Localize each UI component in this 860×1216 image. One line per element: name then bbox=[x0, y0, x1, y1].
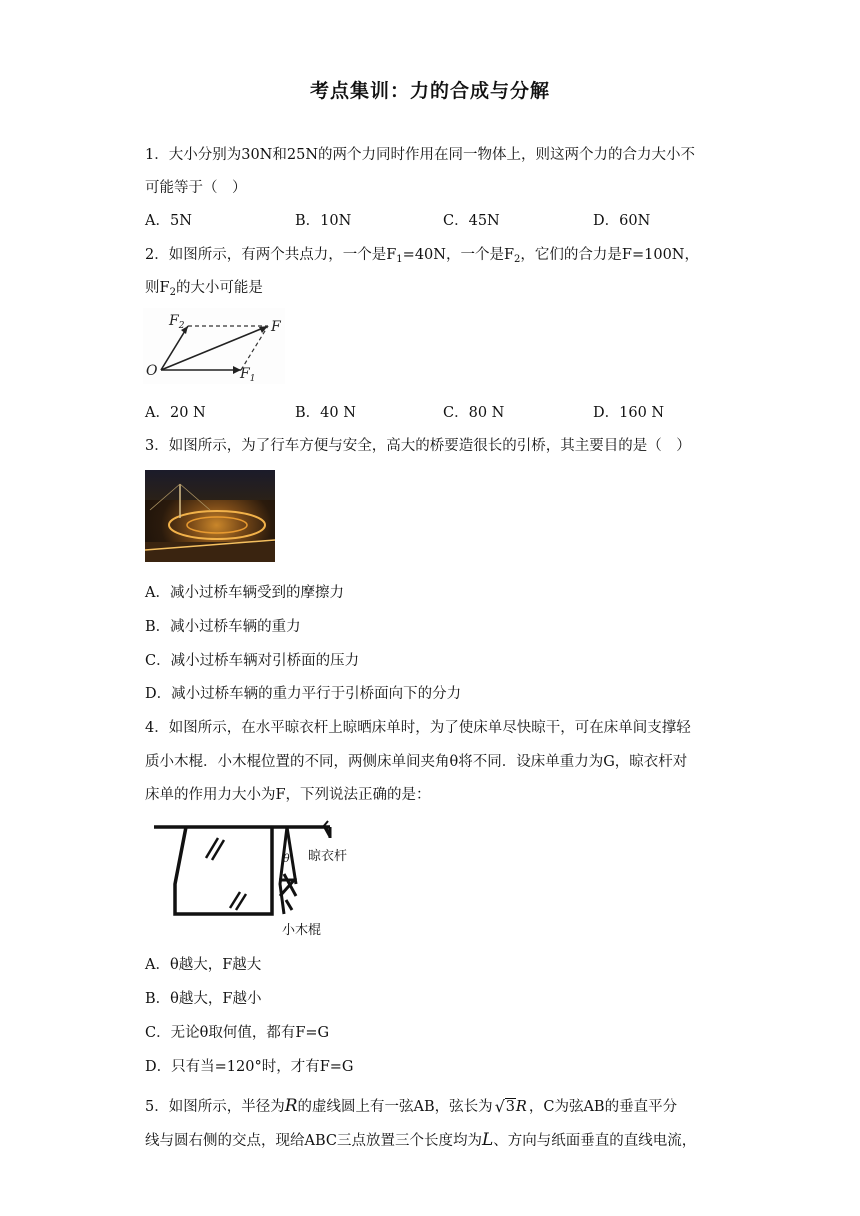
label-f1: $F_1$ bbox=[240, 366, 256, 384]
q4-option-d: D．只有当=120°时，才有F=G bbox=[145, 1059, 354, 1075]
q2-option-c: C．80 N bbox=[443, 405, 505, 421]
q1-option-d: D．60N bbox=[593, 213, 651, 229]
q2-stem-line2: 则$F_2$的大小可能是 bbox=[145, 280, 263, 298]
q4-option-c: C．无论θ取何值，都有F=G bbox=[145, 1025, 330, 1041]
q4-stem-line2: 质小木棍．小木棍位置的不同，两侧床单间夹角θ将不同．设床单重力为G，晾衣杆对 bbox=[145, 754, 688, 770]
page-title: 考点集训：力的合成与分解 bbox=[309, 80, 550, 102]
q4-stem-line1: 4．如图所示，在水平晾衣杆上晾晒床单时，为了使床单尽快晾干，可在床单间支撑轻 bbox=[145, 720, 691, 736]
q2-option-a: A．20 N bbox=[145, 405, 206, 421]
q1-stem-line2: 可能等于（ ） bbox=[145, 180, 247, 196]
sqrt-3R: √ 3R bbox=[494, 1097, 527, 1116]
q5-stem-line1: 5．如图所示，半径为R的虚线圆上有一弦AB，弦长为 √ 3R ，C为弦AB的垂直平分 bbox=[145, 1096, 678, 1116]
q1-option-b: B．10N bbox=[295, 213, 352, 229]
q3-option-a: A．减小过桥车辆受到的摩擦力 bbox=[145, 585, 344, 601]
q4-option-a: A．θ越大，F越大 bbox=[145, 957, 262, 973]
q4-option-b: B．θ越大，F越小 bbox=[145, 991, 262, 1007]
q1-option-a: A．5N bbox=[145, 213, 192, 229]
label-small-stick: 小木棍 bbox=[282, 923, 322, 938]
label-theta: θ bbox=[283, 852, 290, 865]
label-o: O bbox=[146, 363, 158, 379]
q1-option-c: C．45N bbox=[443, 213, 500, 229]
q2-option-d: D．160 N bbox=[593, 405, 665, 421]
label-f: F bbox=[271, 319, 281, 335]
q3-option-d: D．减小过桥车辆的重力平行于引桥面向下的分力 bbox=[145, 686, 462, 702]
q3-stem-line1: 3．如图所示，为了行车方便与安全，高大的桥要造很长的引桥，其主要目的是（ ） bbox=[145, 438, 691, 454]
bridge-photo bbox=[145, 470, 275, 562]
q2-stem-line1: 2．如图所示，有两个共点力，一个是$F_1=40N$，一个是$F_2$，它们的合力是F=100N， bbox=[145, 247, 699, 265]
q1-stem-line1: 1．大小分别为30N和25N的两个力同时作用在同一物体上，则这两个力的合力大小不 bbox=[145, 147, 695, 163]
q5-stem-line2: 线与圆右侧的交点，现给ABC三点放置三个长度均为L、方向与纸面垂直的直线电流， bbox=[145, 1130, 697, 1150]
bedsheet-figure bbox=[150, 818, 360, 940]
label-clothes-rod: 晾衣杆 bbox=[308, 849, 348, 864]
force-parallelogram-figure bbox=[143, 308, 285, 384]
q4-stem-line3: 床单的作用力大小为F，下列说法正确的是： bbox=[145, 787, 431, 803]
q2-option-b: B．40 N bbox=[295, 405, 356, 421]
q3-option-c: C．减小过桥车辆对引桥面的压力 bbox=[145, 653, 360, 669]
q3-option-b: B．减小过桥车辆的重力 bbox=[145, 619, 301, 635]
label-f2: $F_2$ bbox=[169, 313, 185, 331]
